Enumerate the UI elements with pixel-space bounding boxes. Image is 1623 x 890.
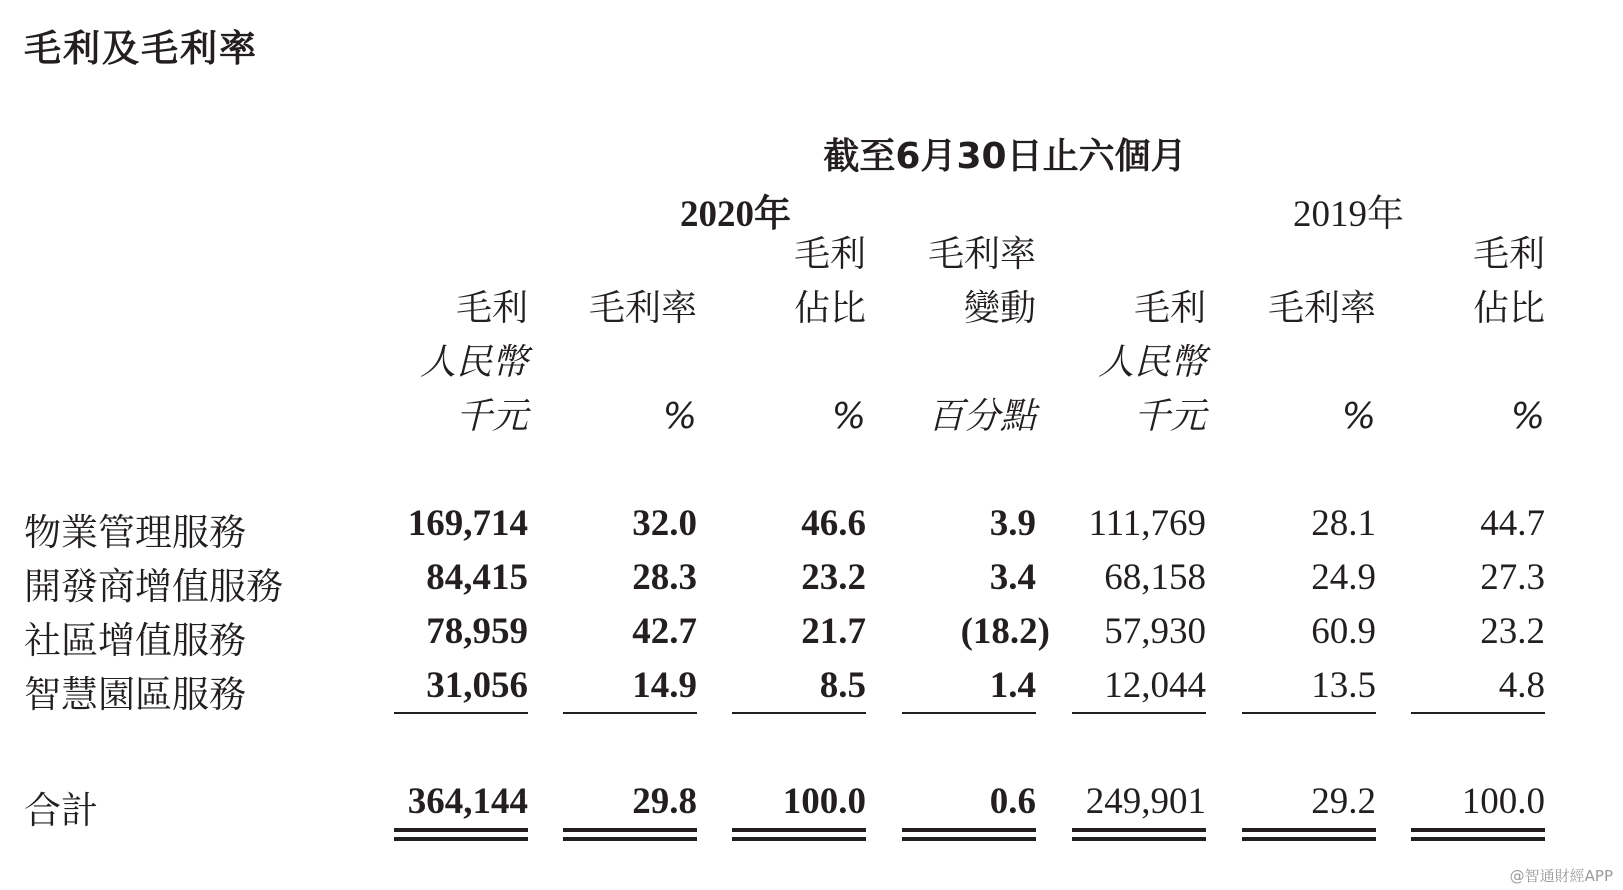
total-label: 合計 [24,789,98,832]
cell: 4.8 [1498,665,1545,706]
subtotal-rule [902,712,1036,714]
total-cell: 364,144 [407,781,528,822]
cell: 32.0 [632,503,697,544]
cell: 24.9 [1311,557,1376,598]
row-label: 開發商增值服務 [24,565,283,608]
cell: 3.4 [989,557,1036,598]
column-header-gross-profit-2019: 毛利 人民幣 千元 [1097,288,1206,437]
watermark-text: @智通財經APP [1509,867,1613,885]
column-header-gross-profit-2020: 毛利 人民幣 千元 [419,288,528,437]
cell: 78,959 [426,611,528,652]
total-cell: 100.0 [782,781,866,822]
subtotal-rule [732,712,866,714]
cell: 111,769 [1088,503,1206,544]
cell: 46.6 [801,503,866,544]
column-header-share-2019: 毛利 佔比 % [1472,234,1545,437]
subtotal-rule [1411,712,1545,714]
subtotal-rule [1242,712,1376,714]
column-header-margin-2020: 毛利率 % [588,288,697,437]
cell: 27.3 [1480,557,1545,598]
subtotal-rule [394,712,528,714]
year-2020-heading: 2020年 [680,194,791,235]
cell: 13.5 [1311,665,1376,706]
cell: 28.3 [632,557,697,598]
subtotal-rule [1072,712,1206,714]
cell: 68,158 [1104,557,1206,598]
year-2019-heading: 2019年 [1293,194,1404,235]
cell: 1.4 [989,665,1036,706]
cell: 3.9 [989,503,1036,544]
total-cell: 100.0 [1461,781,1545,822]
column-header-margin-2019: 毛利率 % [1267,288,1376,437]
column-header-share-2020: 毛利 佔比 % [793,234,866,437]
period-heading: 截至6月30日止六個月 [823,136,1187,177]
column-header-margin-change: 毛利率 變動 百分點 [927,234,1036,437]
cell: 84,415 [426,557,528,598]
cell: 31,056 [426,665,528,706]
cell: 23.2 [801,557,866,598]
total-cell: 29.8 [632,781,697,822]
total-cell: 29.2 [1311,781,1376,822]
cell: 169,714 [407,503,528,544]
cell: 28.1 [1311,503,1376,544]
row-label: 智慧園區服務 [24,673,246,716]
cell: 14.9 [632,665,697,706]
row-label: 物業管理服務 [24,511,246,554]
table-title: 毛利及毛利率 [24,27,258,70]
cell: (18.2) [960,611,1050,652]
total-cell: 0.6 [989,781,1036,822]
cell: 60.9 [1311,611,1376,652]
cell: 44.7 [1480,503,1545,544]
cell: 42.7 [632,611,697,652]
subtotal-rule [563,712,697,714]
total-cell: 249,901 [1085,781,1206,822]
cell: 57,930 [1104,611,1206,652]
cell: 21.7 [801,611,866,652]
cell: 12,044 [1104,665,1206,706]
cell: 23.2 [1480,611,1545,652]
row-label: 社區增值服務 [24,619,246,662]
cell: 8.5 [819,665,866,706]
